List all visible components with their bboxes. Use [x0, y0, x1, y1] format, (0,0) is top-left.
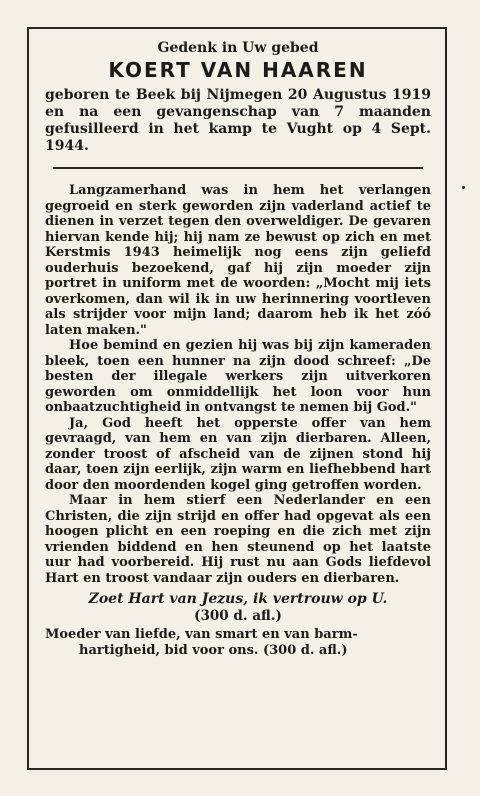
- final-prayer-line-1: Moeder van liefde, van smart en van barm-: [45, 627, 358, 642]
- memorial-card: [27, 27, 447, 770]
- body-paragraph-4: Maar in hem stierf een Nederlander en een Christen, die zijn strijd en offer had opgevat als een hoogen plicht en een roeping en die zich met zijn vrienden biddend en hen steunend op het laatste uur had voorbereid. Hij rust nu aan Gods liefdevol Hart en troost vandaar zijn ouders en dierbaren.: [45, 493, 431, 586]
- body-paragraph-1: Langzamerhand was in hem het verlangen gegroeid en sterk geworden zijn vaderland actief te dienen in verzet tegen den overweldiger. De gevaren hiervan kende hij; hij nam ze bewust op zich en met Kerstmis 1943 heimelijk nog eens zijn geliefd ouderhuis bezoekend, gaf hij zijn moeder zijn portret in uniform met de woorden: „Mocht mij iets overkomen, dan wil ik in uw herinnering voortleven als strijder voor mijn land; daarom heb ik het zóó laten maken.": [45, 183, 431, 338]
- prayer-request: Gedenk in Uw gebed: [157, 40, 319, 56]
- birth-death-info: geboren te Beek bij Nijmegen 20 Augustus 1919 en na een gevangenschap van 7 maanden gefusilleerd in het kamp te Vught op 4 Sept. 1944.: [45, 87, 431, 154]
- speck: [462, 186, 465, 189]
- final-prayer-line-2: hartigheid, bid voor ons. (300 d. afl.): [79, 643, 348, 658]
- deceased-name: KOERT VAN HAAREN: [108, 58, 368, 82]
- divider: [53, 167, 423, 169]
- sacred-heart-prayer: Zoet Hart van Jezus, ik vertrouw op U.: [88, 591, 388, 607]
- body-paragraph-2: Hoe bemind en gezien hij was bij zijn kameraden bleek, toen een hunner na zijn dood schreef: „De besten der illegale werkers zijn uitverkoren geworden om onmiddellijk het loon voor hun onbaatzuchtigheid in ontvangst te nemen bij God.": [45, 338, 431, 415]
- indulgence-note: (300 d. afl.): [194, 608, 282, 624]
- final-prayer: [45, 627, 431, 659]
- body-paragraph-3: Ja, God heeft het opperste offer van hem gevraagd, van hem en van zijn dierbaren. Alleen, zonder troost of afscheid van de zijnen stond hij daar, toen zijn eerlijk, zijn warm en liefhebbend hart door den moordenden kogel ging getroffen worden.: [45, 415, 431, 493]
